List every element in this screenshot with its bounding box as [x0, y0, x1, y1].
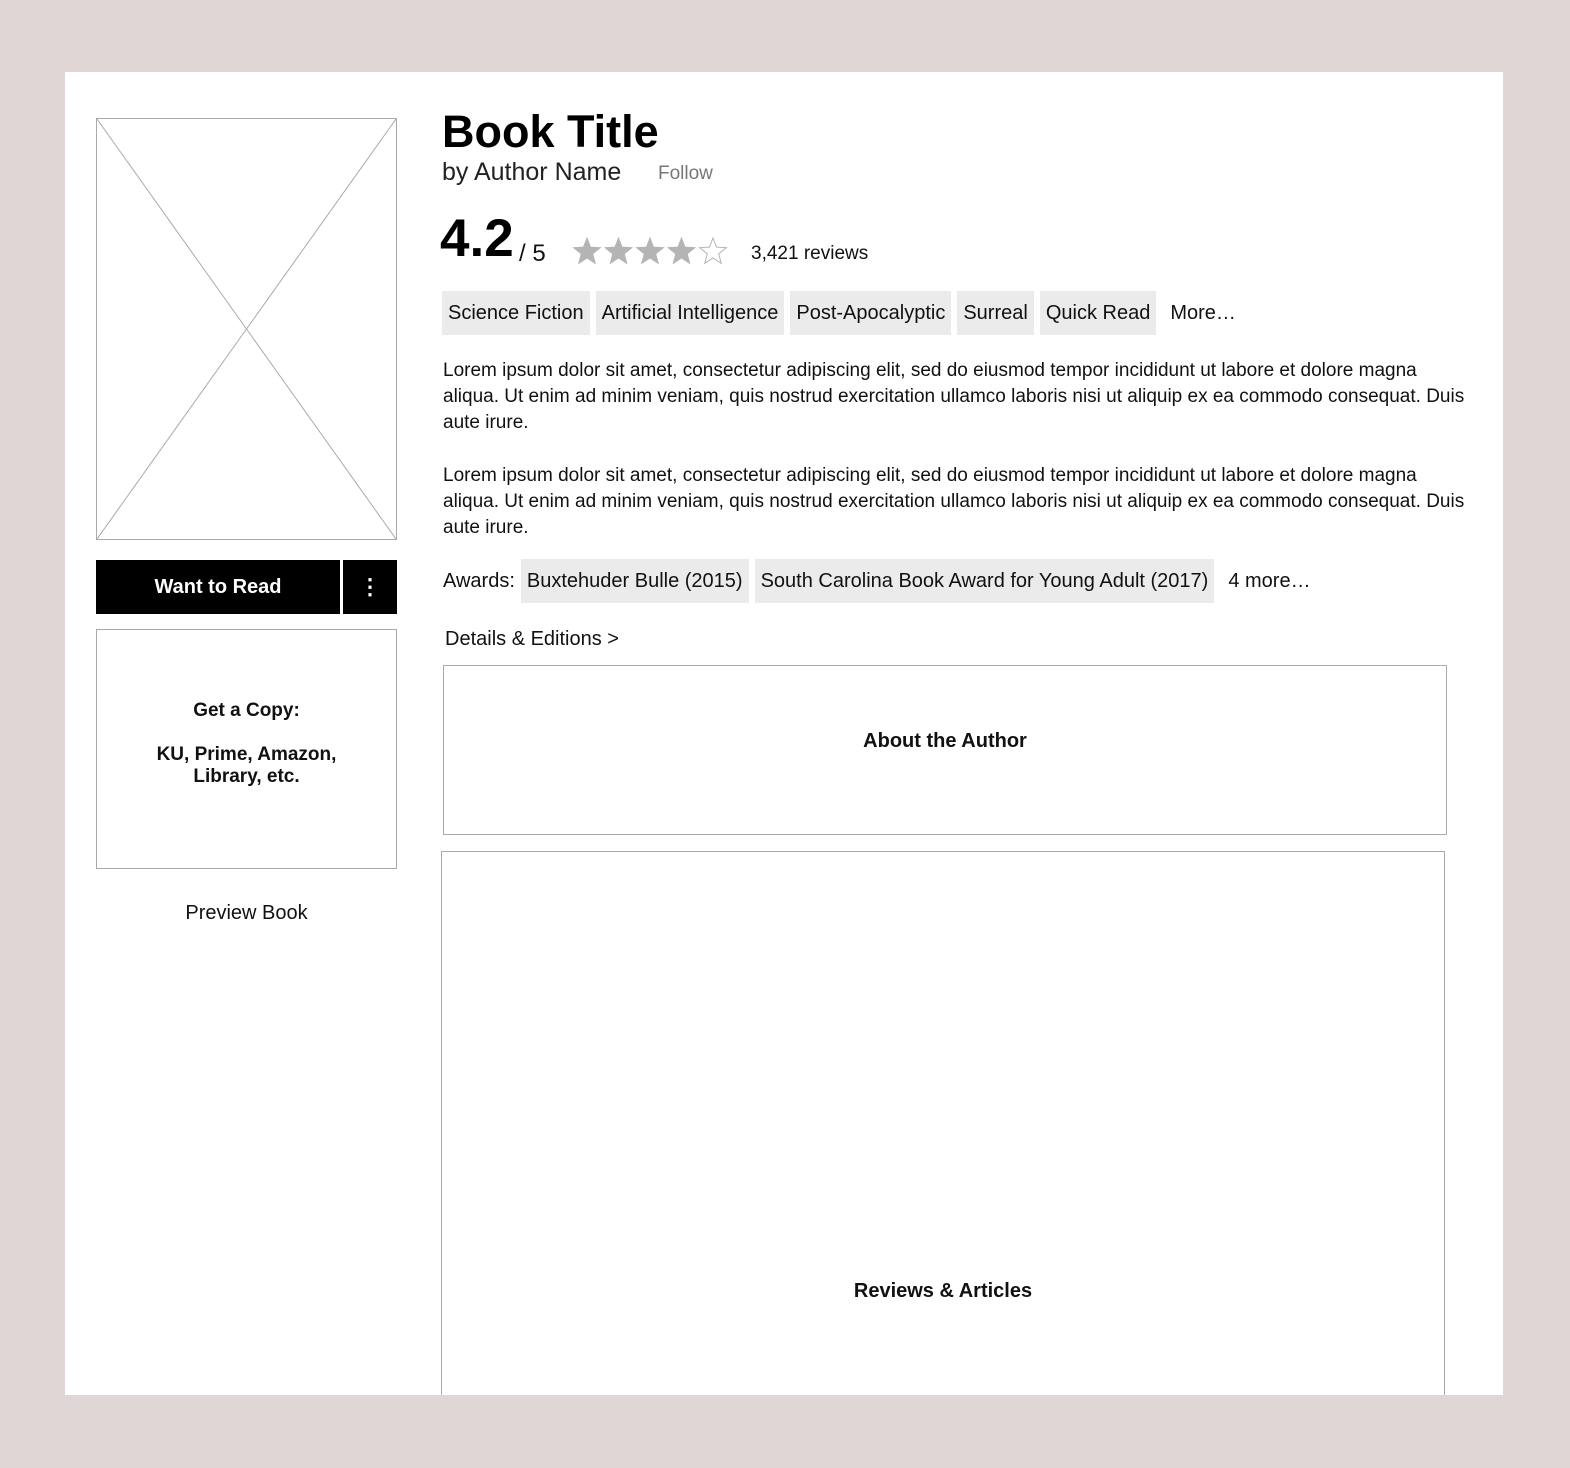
book-cover-placeholder-icon [96, 118, 397, 540]
reviews-count[interactable]: 3,421 reviews [751, 243, 869, 264]
star-rating [571, 236, 731, 266]
genre-tag[interactable]: Artificial Intelligence [596, 291, 785, 335]
book-description [443, 358, 1473, 568]
more-options-icon[interactable]: ⋮ [343, 560, 397, 614]
awards-label: Awards: [443, 569, 515, 592]
reviews-articles-heading: Reviews & Articles [853, 1280, 1033, 1302]
genre-tag[interactable]: Surreal [957, 291, 1033, 335]
rating-value: 4.2 [440, 209, 514, 268]
about-the-author-section [443, 665, 1447, 835]
genre-tags [442, 291, 1244, 335]
star-icon [574, 238, 601, 263]
more-tags-link[interactable]: More… [1170, 301, 1236, 324]
preview-book-link[interactable]: Preview Book [185, 902, 308, 924]
more-awards-link[interactable]: 4 more… [1228, 569, 1311, 592]
placeholder-cross-icon [97, 119, 396, 539]
genre-tag[interactable]: Post-Apocalyptic [790, 291, 951, 335]
award-tag[interactable]: South Carolina Book Award for Young Adult (2017) [755, 559, 1215, 603]
award-tag[interactable]: Buxtehuder Bulle (2015) [521, 559, 749, 603]
rating-max: / 5 [519, 240, 546, 267]
get-copy-title: Get a Copy: [193, 700, 300, 721]
description-paragraph: Lorem ipsum dolor sit amet, consectetur adipiscing elit, sed do eiusmod tempor incididunt ut labore et dolore magna aliqua. Ut enim ad minim veniam, quis nostrud exercitation ullamco laboris nisi ut aliquip ex ea commodo consequat. Duis aute irure. [443, 360, 1465, 433]
get-copy-options: KU, Prime, Amazon, Library, etc. [156, 744, 337, 787]
book-page [65, 72, 1503, 1395]
genre-tag[interactable]: Quick Read [1040, 291, 1157, 335]
want-to-read-button[interactable]: Want to Read [96, 560, 340, 614]
book-title: Book Title [442, 106, 659, 157]
star-icon [668, 238, 695, 263]
get-a-copy-box[interactable] [96, 629, 397, 869]
about-author-heading: About the Author [863, 730, 1027, 752]
follow-author-button[interactable]: Follow [658, 163, 713, 184]
star-icon [637, 238, 664, 263]
author-byline[interactable]: by Author Name [442, 158, 622, 186]
star-icon [605, 238, 632, 263]
star-icon [700, 238, 727, 263]
description-paragraph: Lorem ipsum dolor sit amet, consectetur adipiscing elit, sed do eiusmod tempor incididunt ut labore et dolore magna aliqua. Ut enim ad minim veniam, quis nostrud exercitation ullamco laboris nisi ut aliquip ex ea commodo consequat. Duis aute irure. [443, 465, 1465, 538]
details-editions-link[interactable]: Details & Editions > [445, 628, 619, 650]
genre-tag[interactable]: Science Fiction [442, 291, 590, 335]
awards-row [443, 559, 1319, 603]
reviews-articles-section [441, 851, 1445, 1395]
